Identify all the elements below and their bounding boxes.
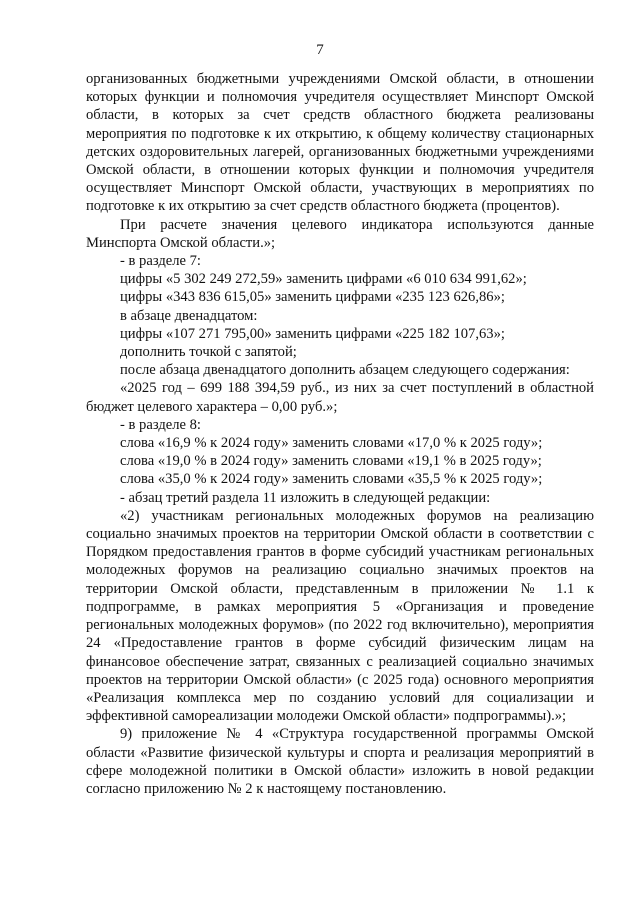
paragraph: организованных бюджетными учреждениями Омской области, в отношении которых функции и полномочия учредителя осуществляет Минспорт Омской области, в которых за счет средств областного бюджета реализованы мероприятия по подготовке к их открытию, к общему количеству стационарных детских оздоровительных лагерей, организованных бюджетными учреждениями Омской области, в отношении которых функции и полномочия учредителя осуществляет Минспорт Омской области, участвующих в мероприятиях по подготовке к их открытию за счет средств областного бюджета (процентов). (86, 71, 594, 215)
paragraph: - в разделе 8: (120, 416, 201, 433)
paragraph: - абзац третий раздела 11 изложить в следующей редакции: (120, 489, 491, 506)
document-body (86, 70, 594, 798)
paragraph: дополнить точкой с запятой; (120, 344, 297, 361)
paragraph: «2025 год – 699 188 394,59 руб., из них за счет поступлений в областной бюджет целевого характера – 0,00 руб.»; (86, 380, 594, 415)
paragraph: При расчете значения целевого индикатора используются данные Минспорта Омской области.»; (86, 216, 594, 251)
paragraph: - в разделе 7: (120, 253, 201, 270)
page-number: 7 (316, 42, 324, 58)
paragraph: слова «16,9 % к 2024 году» заменить словами «17,0 % к 2025 году»; (120, 435, 543, 452)
paragraph: слова «19,0 % в 2024 году» заменить словами «19,1 % в 2025 году»; (120, 453, 542, 470)
paragraph: после абзаца двенадцатого дополнить абзацем следующего содержания: (120, 362, 570, 379)
paragraph: цифры «107 271 795,00» заменить цифрами «225 182 107,63»; (120, 325, 505, 342)
paragraph: цифры «5 302 249 272,59» заменить цифрами «6 010 634 991,62»; (120, 271, 527, 288)
paragraph: «2) участникам региональных молодежных форумов на реализацию социально значимых проектов на территории Омской области в соответствии с Порядком предоставления грантов в форме субсидий участникам региональных молодежных форумов на реализацию социально значимых проектов на территории Омской области, представленным в приложении № 1.1 к подпрограмме, в рамках мероприятия 5 «Организация и проведение региональных молодежных форумов» (по 2022 год включительно), мероприятия 24 «Предоставление грантов в форме субсидий физическим лицам на финансовое обеспечение затрат, связанных с реализацией социально значимых проектов на территории Омской области» (с 2025 года) основного мероприятия «Реализация комплекса мер по созданию условий для социализации и эффективной самореализации молодежи Омской области» подпрограммы).»; (86, 507, 594, 725)
paragraph: слова «35,0 % к 2024 году» заменить словами «35,5 % к 2025 году»; (120, 471, 543, 488)
paragraph: в абзаце двенадцатом: (120, 307, 258, 324)
paragraph: 9) приложение № 4 «Структура государственной программы Омской области «Развитие физической культуры и спорта и реализация мероприятий в сфере молодежной политики в Омской области» изложить в новой редакции согласно приложению № 2 к настоящему постановлению. (86, 726, 594, 797)
paragraph: цифры «343 836 615,05» заменить цифрами «235 123 626,86»; (120, 289, 505, 306)
